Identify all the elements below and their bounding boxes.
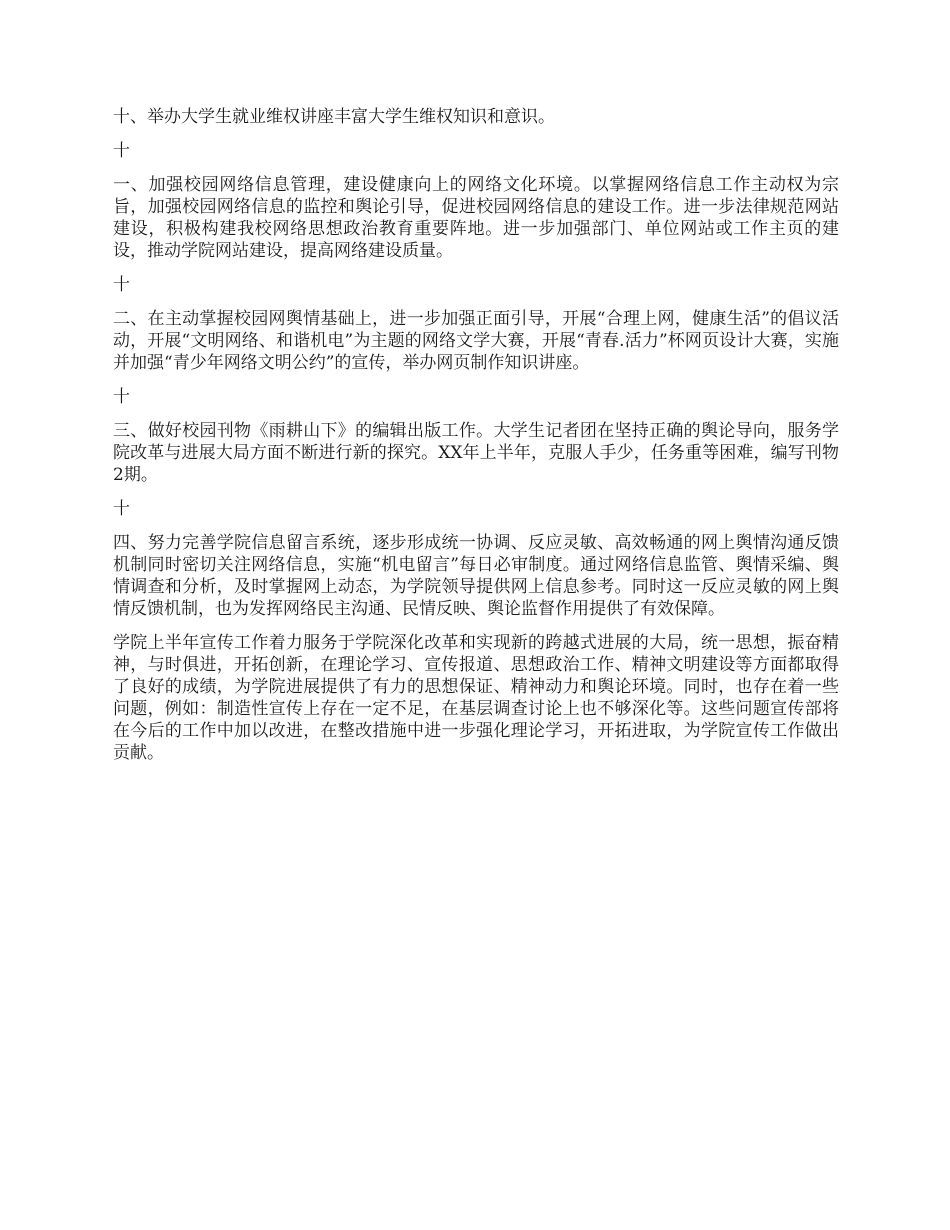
section-separator: 十 [113,387,130,407]
paragraph-item-two: 二、在主动掌握校园网舆情基础上，进一步加强正面引导，开展“合理上网，健康生活”的倡议活动，开展“文明网络、和谐机电”为主题的网络文学大赛，开展“青春.活力”杯网页设计大赛，实施并加强“青少年网络文明公约”的宣传，举办网页制作知识讲座。 [113,309,839,373]
paragraph-item-three: 三、做好校园刊物《雨耕山下》的编辑出版工作。大学生记者团在坚持正确的舆论导向，服务学院改革与进展大局方面不断进行新的探究。XX年上半年，克服人手少，任务重等困难，编写刊物2期。 [113,421,839,485]
document-body [113,106,839,776]
paragraph-item-four: 四、努力完善学院信息留言系统，逐步形成统一协调、反应灵敏、高效畅通的网上舆情沟通反馈机制同时密切关注网络信息，实施“机电留言”每日必审制度。通过网络信息监管、舆情采编、舆情调查和分析，及时掌握网上动态，为学院领导提供网上信息参考。同时这一反应灵敏的网上舆情反馈机制，也为发挥网络民主沟通、民情反映、舆论监督作用提供了有效保障。 [113,533,839,619]
section-separator: 十 [113,141,130,161]
summary-paragraph: 学院上半年宣传工作着力服务于学院深化改革和实现新的跨越式进展的大局，统一思想，振奋精神，与时俱进，开拓创新，在理论学习、宣传报道、思想政治工作、精神文明建设等方面都取得了良好的成绩，为学院进展提供了有力的思想保证、精神动力和舆论环境。同时，也存在着一些问题，例如：制造性宣传上存在一定不足，在基层调查讨论上也不够深化等。这些问题宣传部将在今后的工作中加以改进，在整改措施中进一步强化理论学习，开拓进取，为学院宣传工作做出贡献。 [113,633,839,763]
section-separator: 十 [113,275,130,295]
section-separator: 十 [113,499,130,519]
paragraph-item-one: 一、加强校园网络信息管理，建设健康向上的网络文化环境。以掌握网络信息工作主动权为宗旨，加强校园网络信息的监控和舆论引导，促进校园网络信息的建设工作。进一步法律规范网站建设，积极构建我校网络思想政治教育重要阵地。进一步加强部门、单位网站或工作主页的建设，推动学院网站建设，提高网络建设质量。 [113,175,839,261]
paragraph-item-ten: 十、举办大学生就业维权讲座丰富大学生维权知识和意识。 [113,107,555,127]
